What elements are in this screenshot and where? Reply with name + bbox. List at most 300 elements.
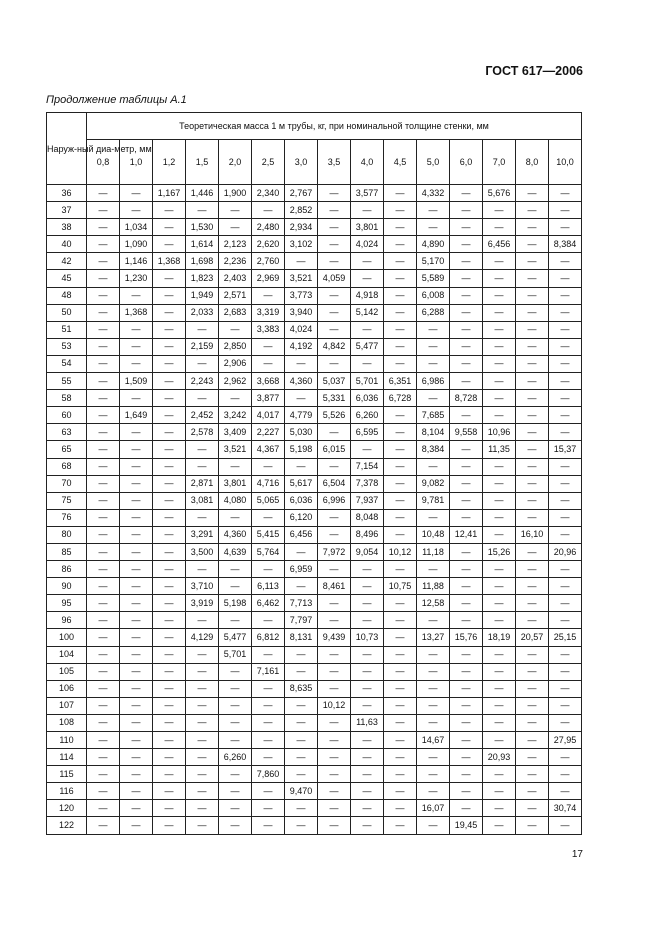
- mass-cell: 5,142: [351, 304, 384, 321]
- mass-cell: —: [417, 509, 450, 526]
- table-row: [47, 424, 582, 441]
- table-row: [47, 732, 582, 749]
- mass-cell: 10,73: [351, 629, 384, 646]
- mass-cell: —: [153, 697, 186, 714]
- mass-cell: 1,823: [186, 270, 219, 287]
- mass-cell: —: [318, 680, 351, 697]
- mass-cell: —: [417, 714, 450, 731]
- mass-cell: —: [417, 612, 450, 629]
- mass-cell: 3,710: [186, 578, 219, 595]
- mass-cell: 6,036: [285, 492, 318, 509]
- mass-cell: —: [450, 800, 483, 817]
- mass-cell: 7,685: [417, 407, 450, 424]
- mass-cell: —: [549, 817, 582, 834]
- mass-cell: —: [120, 321, 153, 338]
- mass-cell: —: [516, 441, 549, 458]
- mass-cell: —: [285, 253, 318, 270]
- mass-cell: —: [153, 680, 186, 697]
- mass-cell: —: [483, 595, 516, 612]
- mass-cell: 6,504: [318, 475, 351, 492]
- mass-cell: —: [516, 749, 549, 766]
- mass-cell: —: [87, 253, 120, 270]
- mass-cell: —: [186, 509, 219, 526]
- mass-cell: —: [483, 509, 516, 526]
- mass-cell: 5,526: [318, 407, 351, 424]
- mass-cell: —: [318, 526, 351, 543]
- mass-cell: —: [384, 424, 417, 441]
- thickness-header: 10,0: [549, 140, 582, 185]
- mass-cell: 5,331: [318, 390, 351, 407]
- mass-cell: —: [120, 714, 153, 731]
- mass-cell: 8,104: [417, 424, 450, 441]
- diameter-cell: 120: [47, 800, 87, 817]
- mass-cell: —: [516, 338, 549, 355]
- mass-cell: —: [219, 697, 252, 714]
- mass-cell: —: [87, 612, 120, 629]
- mass-cell: 4,779: [285, 407, 318, 424]
- mass-table: [46, 112, 582, 835]
- mass-cell: 5,170: [417, 253, 450, 270]
- mass-cell: 3,242: [219, 407, 252, 424]
- mass-cell: —: [318, 817, 351, 834]
- mass-cell: —: [351, 732, 384, 749]
- diameter-cell: 42: [47, 253, 87, 270]
- diameter-cell: 107: [47, 697, 87, 714]
- mass-cell: —: [153, 749, 186, 766]
- mass-cell: 5,764: [252, 543, 285, 560]
- mass-cell: 11,63: [351, 714, 384, 731]
- mass-cell: —: [483, 578, 516, 595]
- mass-cell: —: [450, 492, 483, 509]
- mass-cell: —: [318, 714, 351, 731]
- table-row: [47, 458, 582, 475]
- mass-cell: 4,332: [417, 185, 450, 202]
- mass-cell: —: [516, 766, 549, 783]
- mass-cell: —: [186, 732, 219, 749]
- mass-cell: —: [549, 321, 582, 338]
- mass-cell: 2,850: [219, 338, 252, 355]
- mass-cell: —: [516, 595, 549, 612]
- mass-cell: 10,12: [384, 543, 417, 560]
- thickness-header: 6,0: [450, 140, 483, 185]
- mass-cell: 3,383: [252, 321, 285, 338]
- mass-cell: 5,701: [351, 373, 384, 390]
- mass-cell: —: [186, 680, 219, 697]
- mass-cell: —: [384, 287, 417, 304]
- mass-cell: 8,461: [318, 578, 351, 595]
- mass-cell: —: [219, 714, 252, 731]
- mass-cell: 15,76: [450, 629, 483, 646]
- mass-cell: —: [549, 355, 582, 372]
- table-row: [47, 219, 582, 236]
- mass-cell: —: [450, 185, 483, 202]
- mass-cell: 2,159: [186, 338, 219, 355]
- mass-cell: —: [285, 543, 318, 560]
- mass-cell: 9,781: [417, 492, 450, 509]
- mass-cell: —: [483, 697, 516, 714]
- mass-cell: —: [252, 509, 285, 526]
- mass-cell: —: [450, 441, 483, 458]
- mass-cell: —: [516, 663, 549, 680]
- mass-cell: 1,368: [153, 253, 186, 270]
- mass-cell: —: [516, 817, 549, 834]
- mass-cell: —: [219, 766, 252, 783]
- mass-cell: —: [417, 390, 450, 407]
- mass-cell: —: [384, 612, 417, 629]
- mass-cell: 2,767: [285, 185, 318, 202]
- mass-cell: —: [549, 697, 582, 714]
- mass-cell: —: [384, 458, 417, 475]
- diameter-cell: 60: [47, 407, 87, 424]
- diameter-cell: 110: [47, 732, 87, 749]
- mass-cell: 16,07: [417, 800, 450, 817]
- mass-cell: —: [153, 492, 186, 509]
- mass-cell: —: [153, 321, 186, 338]
- mass-cell: —: [450, 714, 483, 731]
- mass-cell: —: [153, 578, 186, 595]
- mass-cell: —: [153, 373, 186, 390]
- mass-cell: 8,131: [285, 629, 318, 646]
- mass-cell: 25,15: [549, 629, 582, 646]
- mass-cell: —: [87, 236, 120, 253]
- mass-cell: 9,054: [351, 543, 384, 560]
- thickness-header: 8,0: [516, 140, 549, 185]
- mass-cell: —: [417, 219, 450, 236]
- mass-cell: —: [483, 492, 516, 509]
- mass-cell: —: [120, 492, 153, 509]
- mass-cell: 2,906: [219, 355, 252, 372]
- mass-cell: —: [87, 714, 120, 731]
- diameter-cell: 40: [47, 236, 87, 253]
- mass-cell: —: [384, 407, 417, 424]
- mass-cell: 30,74: [549, 800, 582, 817]
- mass-cell: —: [252, 749, 285, 766]
- mass-cell: —: [120, 390, 153, 407]
- mass-cell: —: [252, 783, 285, 800]
- mass-cell: —: [516, 646, 549, 663]
- mass-cell: —: [351, 646, 384, 663]
- mass-cell: —: [450, 646, 483, 663]
- table-row: [47, 526, 582, 543]
- mass-cell: —: [120, 578, 153, 595]
- mass-cell: —: [549, 561, 582, 578]
- mass-cell: —: [285, 749, 318, 766]
- mass-cell: —: [153, 714, 186, 731]
- mass-cell: —: [87, 817, 120, 834]
- mass-cell: —: [87, 543, 120, 560]
- mass-cell: —: [87, 355, 120, 372]
- mass-cell: —: [285, 578, 318, 595]
- mass-cell: —: [186, 612, 219, 629]
- mass-cell: —: [549, 304, 582, 321]
- table-row: [47, 304, 582, 321]
- mass-cell: —: [87, 646, 120, 663]
- mass-cell: —: [87, 595, 120, 612]
- mass-cell: —: [87, 492, 120, 509]
- mass-cell: 2,243: [186, 373, 219, 390]
- diameter-cell: 122: [47, 817, 87, 834]
- table-row: [47, 236, 582, 253]
- mass-cell: 5,065: [252, 492, 285, 509]
- diameter-cell: 37: [47, 202, 87, 219]
- mass-cell: 4,024: [351, 236, 384, 253]
- mass-cell: 6,986: [417, 373, 450, 390]
- mass-cell: —: [516, 202, 549, 219]
- thickness-header: 1,5: [186, 140, 219, 185]
- thickness-header: 3,0: [285, 140, 318, 185]
- mass-cell: 1,949: [186, 287, 219, 304]
- mass-cell: —: [153, 424, 186, 441]
- mass-cell: —: [153, 270, 186, 287]
- mass-cell: 10,12: [318, 697, 351, 714]
- mass-cell: —: [417, 783, 450, 800]
- mass-cell: —: [120, 202, 153, 219]
- mass-cell: 8,384: [549, 236, 582, 253]
- mass-cell: 6,812: [252, 629, 285, 646]
- mass-cell: —: [384, 304, 417, 321]
- mass-cell: —: [318, 287, 351, 304]
- mass-cell: 3,081: [186, 492, 219, 509]
- mass-cell: —: [252, 612, 285, 629]
- mass-cell: 6,728: [384, 390, 417, 407]
- mass-cell: —: [384, 800, 417, 817]
- table-row: [47, 680, 582, 697]
- mass-cell: 14,67: [417, 732, 450, 749]
- mass-cell: —: [417, 458, 450, 475]
- mass-cell: 2,403: [219, 270, 252, 287]
- diameter-cell: 58: [47, 390, 87, 407]
- mass-cell: —: [351, 561, 384, 578]
- mass-cell: 20,96: [549, 543, 582, 560]
- mass-cell: —: [483, 270, 516, 287]
- mass-cell: 2,578: [186, 424, 219, 441]
- table-row: [47, 766, 582, 783]
- mass-cell: 2,852: [285, 202, 318, 219]
- mass-cell: 4,080: [219, 492, 252, 509]
- table-row: [47, 475, 582, 492]
- page-number: 17: [571, 849, 583, 860]
- mass-cell: —: [549, 390, 582, 407]
- mass-cell: —: [285, 355, 318, 372]
- mass-cell: —: [450, 373, 483, 390]
- mass-cell: 16,10: [516, 526, 549, 543]
- mass-cell: —: [384, 441, 417, 458]
- mass-cell: —: [483, 526, 516, 543]
- mass-cell: 3,102: [285, 236, 318, 253]
- mass-cell: —: [153, 202, 186, 219]
- table-row: [47, 185, 582, 202]
- mass-cell: 4,639: [219, 543, 252, 560]
- mass-cell: —: [153, 800, 186, 817]
- mass-cell: —: [483, 561, 516, 578]
- mass-cell: —: [417, 646, 450, 663]
- mass-cell: 4,890: [417, 236, 450, 253]
- mass-cell: —: [87, 202, 120, 219]
- mass-cell: —: [252, 355, 285, 372]
- mass-cell: —: [120, 783, 153, 800]
- mass-cell: —: [87, 783, 120, 800]
- mass-cell: —: [450, 253, 483, 270]
- mass-cell: —: [120, 663, 153, 680]
- mass-cell: —: [483, 646, 516, 663]
- mass-cell: —: [318, 304, 351, 321]
- mass-cell: —: [318, 663, 351, 680]
- mass-cell: —: [549, 612, 582, 629]
- mass-cell: —: [483, 663, 516, 680]
- mass-cell: —: [516, 304, 549, 321]
- mass-cell: 2,452: [186, 407, 219, 424]
- mass-cell: —: [318, 253, 351, 270]
- mass-cell: —: [153, 817, 186, 834]
- mass-cell: —: [120, 612, 153, 629]
- mass-cell: 3,668: [252, 373, 285, 390]
- mass-cell: —: [450, 612, 483, 629]
- diameter-cell: 114: [47, 749, 87, 766]
- mass-cell: —: [120, 509, 153, 526]
- mass-cell: 4,059: [318, 270, 351, 287]
- mass-cell: —: [120, 458, 153, 475]
- mass-cell: —: [450, 304, 483, 321]
- mass-cell: —: [153, 561, 186, 578]
- mass-cell: 12,41: [450, 526, 483, 543]
- mass-cell: —: [516, 236, 549, 253]
- mass-cell: —: [252, 458, 285, 475]
- diameter-cell: 70: [47, 475, 87, 492]
- mass-cell: —: [549, 526, 582, 543]
- mass-cell: 5,198: [219, 595, 252, 612]
- mass-cell: —: [252, 817, 285, 834]
- mass-cell: 3,521: [285, 270, 318, 287]
- mass-cell: —: [219, 680, 252, 697]
- mass-cell: —: [516, 355, 549, 372]
- mass-cell: 7,972: [318, 543, 351, 560]
- mass-cell: 6,959: [285, 561, 318, 578]
- mass-cell: —: [483, 321, 516, 338]
- mass-cell: —: [252, 714, 285, 731]
- mass-cell: —: [483, 817, 516, 834]
- mass-cell: 6,008: [417, 287, 450, 304]
- mass-cell: —: [285, 800, 318, 817]
- mass-cell: 11,88: [417, 578, 450, 595]
- mass-cell: 1,446: [186, 185, 219, 202]
- mass-cell: —: [120, 749, 153, 766]
- mass-cell: —: [87, 390, 120, 407]
- mass-cell: —: [318, 766, 351, 783]
- mass-cell: —: [186, 714, 219, 731]
- mass-cell: —: [351, 766, 384, 783]
- mass-cell: —: [87, 663, 120, 680]
- mass-cell: —: [384, 680, 417, 697]
- mass-cell: —: [153, 663, 186, 680]
- mass-cell: —: [252, 732, 285, 749]
- mass-cell: —: [516, 390, 549, 407]
- mass-cell: 5,477: [219, 629, 252, 646]
- mass-cell: —: [87, 270, 120, 287]
- mass-cell: —: [153, 526, 186, 543]
- mass-cell: —: [219, 800, 252, 817]
- mass-cell: —: [87, 732, 120, 749]
- mass-cell: —: [450, 355, 483, 372]
- mass-cell: —: [450, 749, 483, 766]
- mass-cell: —: [252, 287, 285, 304]
- mass-cell: —: [483, 202, 516, 219]
- mass-cell: 2,871: [186, 475, 219, 492]
- mass-cell: —: [252, 646, 285, 663]
- mass-cell: —: [549, 492, 582, 509]
- mass-cell: —: [450, 766, 483, 783]
- mass-cell: —: [153, 732, 186, 749]
- mass-cell: 5,030: [285, 424, 318, 441]
- mass-cell: —: [219, 321, 252, 338]
- mass-cell: —: [351, 663, 384, 680]
- mass-cell: —: [120, 526, 153, 543]
- mass-cell: —: [417, 697, 450, 714]
- mass-cell: 4,360: [285, 373, 318, 390]
- diameter-header: Наруж-ный диа-метр, мм: [47, 113, 87, 185]
- mass-cell: 2,620: [252, 236, 285, 253]
- mass-cell: —: [153, 646, 186, 663]
- table-row: [47, 287, 582, 304]
- mass-cell: —: [219, 612, 252, 629]
- mass-cell: 3,500: [186, 543, 219, 560]
- mass-cell: —: [153, 355, 186, 372]
- diameter-cell: 38: [47, 219, 87, 236]
- mass-cell: —: [516, 732, 549, 749]
- mass-cell: 10,96: [483, 424, 516, 441]
- table-caption: Продолжение таблицы А.1: [46, 94, 187, 106]
- mass-cell: —: [219, 817, 252, 834]
- diameter-cell: 108: [47, 714, 87, 731]
- table-row: [47, 714, 582, 731]
- mass-cell: —: [153, 595, 186, 612]
- diameter-cell: 55: [47, 373, 87, 390]
- mass-cell: —: [153, 458, 186, 475]
- mass-cell: 9,082: [417, 475, 450, 492]
- mass-cell: —: [450, 697, 483, 714]
- mass-cell: —: [153, 338, 186, 355]
- mass-cell: —: [384, 509, 417, 526]
- mass-cell: —: [549, 595, 582, 612]
- mass-cell: —: [384, 355, 417, 372]
- mass-cell: —: [483, 458, 516, 475]
- mass-cell: —: [153, 543, 186, 560]
- mass-cell: —: [351, 749, 384, 766]
- mass-cell: —: [285, 663, 318, 680]
- mass-cell: —: [351, 578, 384, 595]
- mass-cell: —: [483, 219, 516, 236]
- mass-cell: —: [120, 766, 153, 783]
- mass-cell: 6,113: [252, 578, 285, 595]
- mass-cell: —: [450, 270, 483, 287]
- mass-cell: —: [153, 390, 186, 407]
- mass-cell: —: [351, 680, 384, 697]
- mass-cell: —: [384, 629, 417, 646]
- mass-cell: —: [549, 475, 582, 492]
- table-row: [47, 321, 582, 338]
- mass-cell: —: [351, 697, 384, 714]
- mass-cell: —: [483, 373, 516, 390]
- mass-cell: —: [516, 800, 549, 817]
- diameter-cell: 106: [47, 680, 87, 697]
- mass-cell: 13,27: [417, 629, 450, 646]
- mass-cell: —: [120, 680, 153, 697]
- mass-cell: 6,456: [483, 236, 516, 253]
- table-body: [47, 185, 582, 835]
- diameter-cell: 65: [47, 441, 87, 458]
- mass-cell: 1,146: [120, 253, 153, 270]
- mass-cell: —: [285, 697, 318, 714]
- table-row: [47, 612, 582, 629]
